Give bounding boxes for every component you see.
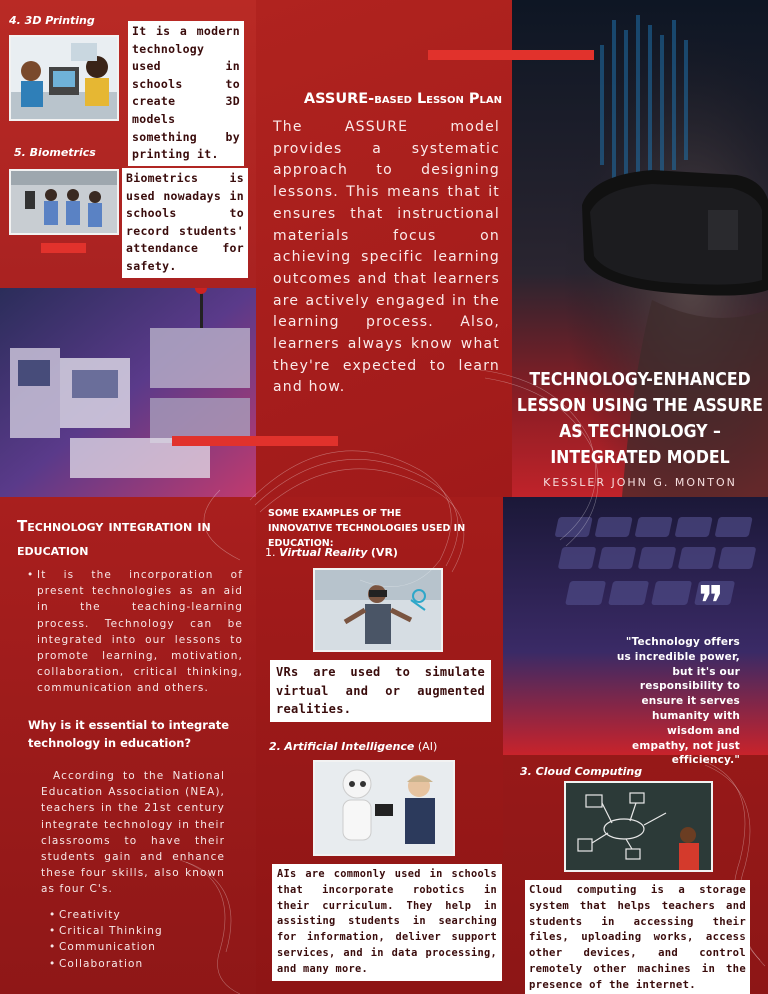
accent-bar xyxy=(172,436,338,446)
skill-item: • Communication xyxy=(49,939,229,955)
biometrics-label: 5. Biometrics xyxy=(14,146,96,159)
ai-number: 2. xyxy=(269,740,281,753)
cloud-computing-photo xyxy=(564,781,713,872)
vr-label: Virtual Reality xyxy=(279,546,368,559)
lesson-plan-heading: ASSURE-based Lesson Plan xyxy=(303,91,502,107)
cover-author: KESSLER JOHN G. MONTON xyxy=(543,476,737,489)
ai-robot-photo xyxy=(313,760,455,856)
cover-title: TECHNOLOGY-ENHANCED LESSON USING THE ASSURE AS TECHNOLOGY –INTEGRATED MODEL xyxy=(516,370,764,468)
3d-printing-photo xyxy=(9,35,119,121)
biometrics-description: Biometrics is used nowadays in schools to record students' attendance for safety. xyxy=(122,168,248,278)
vr-label-row xyxy=(265,546,398,559)
four-cs-list xyxy=(49,907,229,972)
quote-text: "Technology offers us incredible power, but it's our responsibility to ensure it serves humanity with wisdom and empathy, not just efficiency." xyxy=(616,636,740,767)
cloud-description: Cloud computing is a storage system that helps teachers and students in accessing their files, uploading works, access other devices, and control remotely other machines in the presence of the internet. xyxy=(525,880,750,994)
ai-label: Artificial Intelligence xyxy=(284,740,415,753)
nea-paragraph: According to the National Education Association (NEA), teachers in the 21st century integrate technology in their classrooms to have their students gain and enhance these four skills, also known as four C's. xyxy=(41,770,225,896)
vr-abbr: (VR) xyxy=(370,546,398,559)
biometrics-photo xyxy=(9,169,119,235)
ai-abbr: (AI) xyxy=(417,740,438,753)
skill-item: • Collaboration xyxy=(49,956,229,972)
examples-heading: SOME EXAMPLES OF THE INNOVATIVE TECHNOLOGIES USED IN EDUCATION: xyxy=(268,508,466,549)
integration-bullet-list xyxy=(27,567,243,697)
vr-number: 1. xyxy=(265,546,276,559)
cloud-label: 3. Cloud Computing xyxy=(520,765,643,778)
skill-item: • Critical Thinking xyxy=(49,923,229,939)
quote-icon: ❞ xyxy=(698,576,724,632)
skill-item: • Creativity xyxy=(49,907,229,923)
printing-label: 4. 3D Printing xyxy=(9,14,95,27)
why-heading: Why is it essential to integrate technology in education? xyxy=(28,718,230,750)
retro-computer-photo xyxy=(0,288,256,497)
lesson-plan-body: The ASSURE model provides a systematic approach to designing lessons. This means that it ensures that instructional materials focus on achieving specific learning outcomes and that learners are actively engaged in the learning process. Also, learners always know what they're expected to learn and how. xyxy=(273,119,500,396)
printing-description: It is a modern technology used in schools to create 3D models something by printing it. xyxy=(128,21,244,166)
ai-description: AIs are commonly used in schools that incorporate robotics in their curriculum. They help in assisting students in searching for information, deliver support services, and in data processing, and many more. xyxy=(272,864,502,981)
vr-photo xyxy=(313,568,443,652)
accent-bar xyxy=(41,243,86,253)
integration-heading: Technology integration in education xyxy=(17,517,211,559)
accent-bar xyxy=(428,50,594,60)
vr-description: VRs are used to simulate virtual and or augmented realities. xyxy=(270,660,491,722)
integration-definition: • It is the incorporation of present technologies as an aid in the teaching-learning process. Technology can be integrated into our lessons to promote learning, motivation, collaboration, critical thinking, communication and others. xyxy=(27,567,243,697)
ai-label-row xyxy=(269,740,437,753)
